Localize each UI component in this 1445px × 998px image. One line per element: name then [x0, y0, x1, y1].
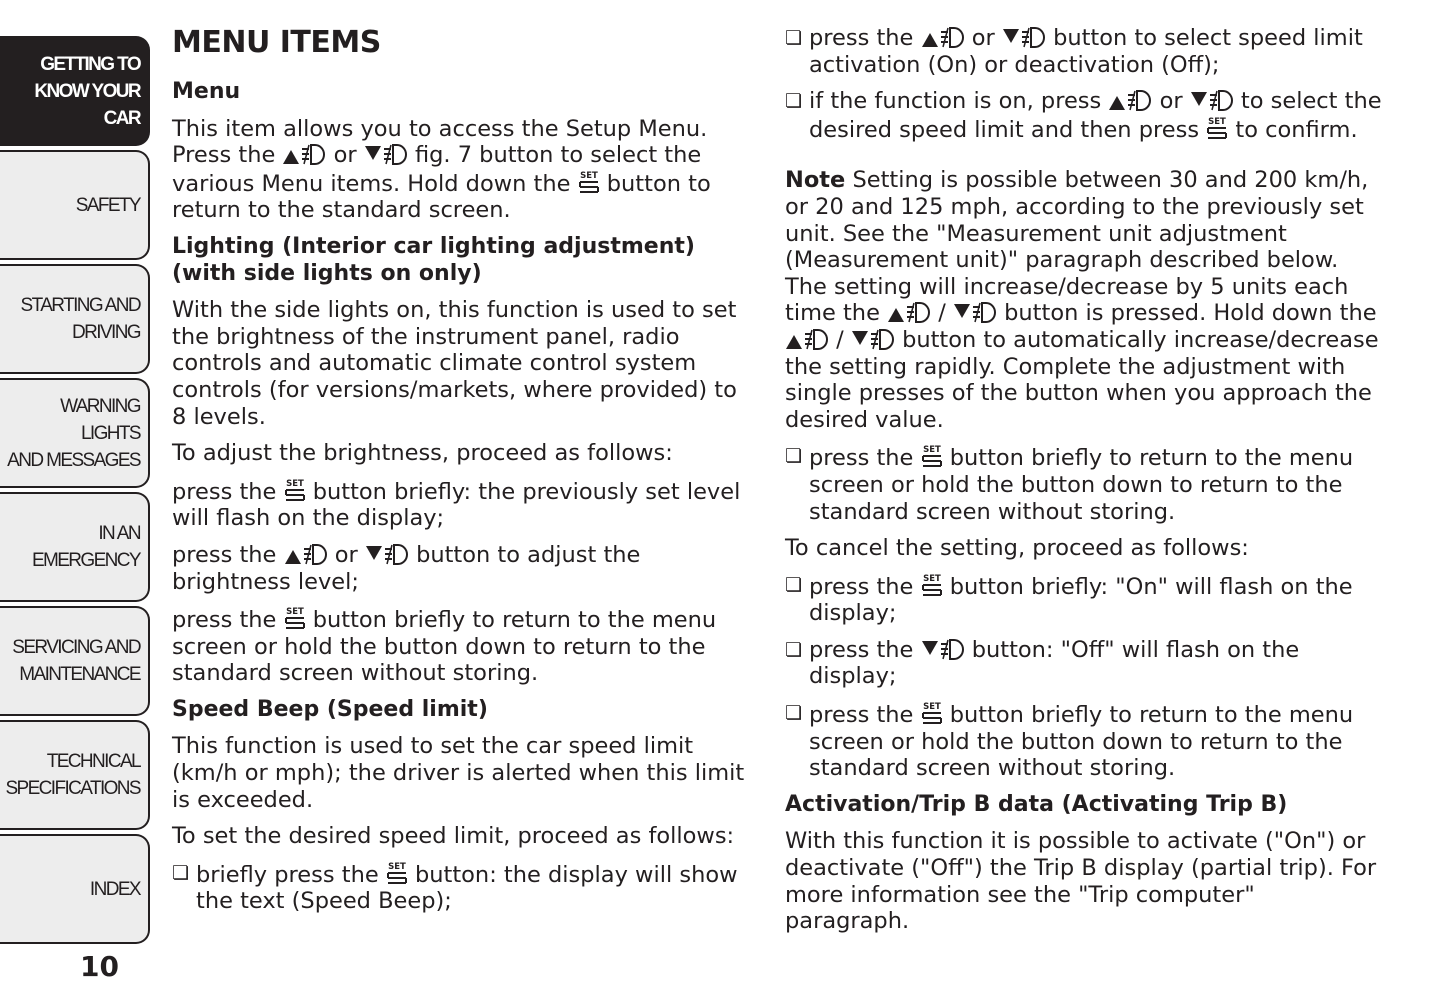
- up-arrow-lights-button-icon: [284, 542, 328, 566]
- list-item: ❏ press the button briefly: "On" will flash on the display;: [785, 572, 1385, 627]
- list-item: ❏ press the button briefly to return to the menu screen or hold the button down to return to the standard screen without storing.: [785, 700, 1385, 782]
- speed-beep-paragraph: This function is used to set the car speed limit (km/h or mph); the driver is alerted when this limit is exceeded.: [172, 733, 745, 813]
- down-arrow-lights-button-icon: [1190, 88, 1234, 112]
- down-arrow-lights-button-icon: [364, 142, 408, 166]
- list-item: ❏ if the function is on, press or to select the desired speed limit and then press to confirm.: [785, 88, 1385, 143]
- tab-technical-specifications[interactable]: TECHNICAL SPECIFICATIONS: [0, 720, 150, 830]
- down-arrow-lights-button-icon: [921, 637, 965, 661]
- trip-b-paragraph: With this function it is possible to activate ("On") or deactivate ("Off") the Trip B display (partial trip). For more information see the "Trip computer" paragraph.: [785, 828, 1377, 935]
- lighting-instructions-intro: To adjust the brightness, proceed as follows:: [172, 440, 673, 467]
- up-arrow-lights-button-icon: [1108, 88, 1152, 112]
- lighting-heading: Lighting (Interior car lighting adjustment) (with side lights on only): [172, 233, 695, 286]
- up-arrow-lights-button-icon: [921, 25, 965, 49]
- tab-in-an-emergency[interactable]: IN AN EMERGENCY: [0, 492, 150, 602]
- tab-index[interactable]: INDEX: [0, 834, 150, 944]
- set-button-icon: [921, 572, 943, 598]
- speed-beep-intro: To set the desired speed limit, proceed as follows:: [172, 823, 735, 850]
- up-arrow-lights-button-icon: [282, 142, 326, 166]
- note-label: Note: [785, 167, 846, 194]
- tab-starting-and-driving[interactable]: STARTING AND DRIVING: [0, 264, 150, 374]
- tab-safety[interactable]: SAFETY: [0, 150, 150, 260]
- menu-heading: Menu: [172, 79, 241, 104]
- set-button-icon: [284, 477, 306, 503]
- tab-getting-to-know-your-car[interactable]: GETTING TO KNOW YOUR CAR: [0, 36, 150, 146]
- set-button-icon: [284, 605, 306, 631]
- list-item: ❏ press the or button to select speed limit activation (On) or deactivation (Off);: [785, 25, 1385, 78]
- up-arrow-lights-button-icon: [785, 327, 829, 351]
- set-button-icon: [921, 700, 943, 726]
- speed-beep-heading: Speed Beep (Speed limit): [172, 696, 488, 722]
- page-title: MENU ITEMS: [172, 25, 381, 60]
- lighting-paragraph: With the side lights on, this function is used to set the brightness of the instrument panel, radio controls and automatic climate control system controls (for versions/markets, where provided) to 8 levels.: [172, 297, 737, 430]
- down-arrow-lights-button-icon: [365, 542, 409, 566]
- menu-paragraph: This item allows you to access the Setup Menu. Press the or fig. 7 button to select the various Menu items. Hold down the button to return to the standard screen.: [172, 115, 711, 224]
- lighting-step: press the button briefly: the previously set level will flash on the display;: [172, 478, 741, 532]
- cancel-intro: To cancel the setting, proceed as follows:: [785, 535, 1249, 562]
- lighting-step: press the or button to adjust the brightness level;: [172, 541, 641, 595]
- page-number: 10: [80, 950, 119, 983]
- down-arrow-lights-button-icon: [851, 327, 895, 351]
- set-button-icon: [386, 860, 408, 886]
- note-paragraph: Note Setting is possible between 30 and 200 km/h, or 20 and 125 mph, according to the previously set unit. See the "Measurement unit adjustment (Measurement unit)" paragraph described below. The setting will increase/decrease by 5 units each time the / button is pressed. Hold down the / button to automatically increase/decrease the setting rapidly. Complete the adjustment with single presses of the button when you approach the desired value.: [785, 167, 1379, 433]
- lighting-step: press the button briefly to return to the menu screen or hold the button down to return to the standard screen without storing.: [172, 607, 717, 687]
- right-column: [785, 25, 1385, 945]
- tab-servicing-and-maintenance[interactable]: SERVICING AND MAINTENANCE: [0, 606, 150, 716]
- set-button-icon: [578, 169, 600, 195]
- list-item: ❏ press the button: "Off" will flash on the display;: [785, 637, 1385, 690]
- left-column: [172, 25, 757, 925]
- tab-warning-lights-and-messages[interactable]: WARNING LIGHTS AND MESSAGES: [0, 378, 150, 488]
- set-button-icon: [1206, 115, 1228, 141]
- down-arrow-lights-button-icon: [953, 300, 997, 324]
- set-button-icon: [921, 443, 943, 469]
- down-arrow-lights-button-icon: [1002, 25, 1046, 49]
- list-item: ❏ briefly press the button: the display will show the text (Speed Beep);: [172, 860, 757, 915]
- up-arrow-lights-button-icon: [887, 300, 931, 324]
- list-item: ❏ press the button briefly to return to the menu screen or hold the button down to return to the standard screen without storing.: [785, 443, 1385, 525]
- trip-b-heading: Activation/Trip B data (Activating Trip B): [785, 791, 1288, 817]
